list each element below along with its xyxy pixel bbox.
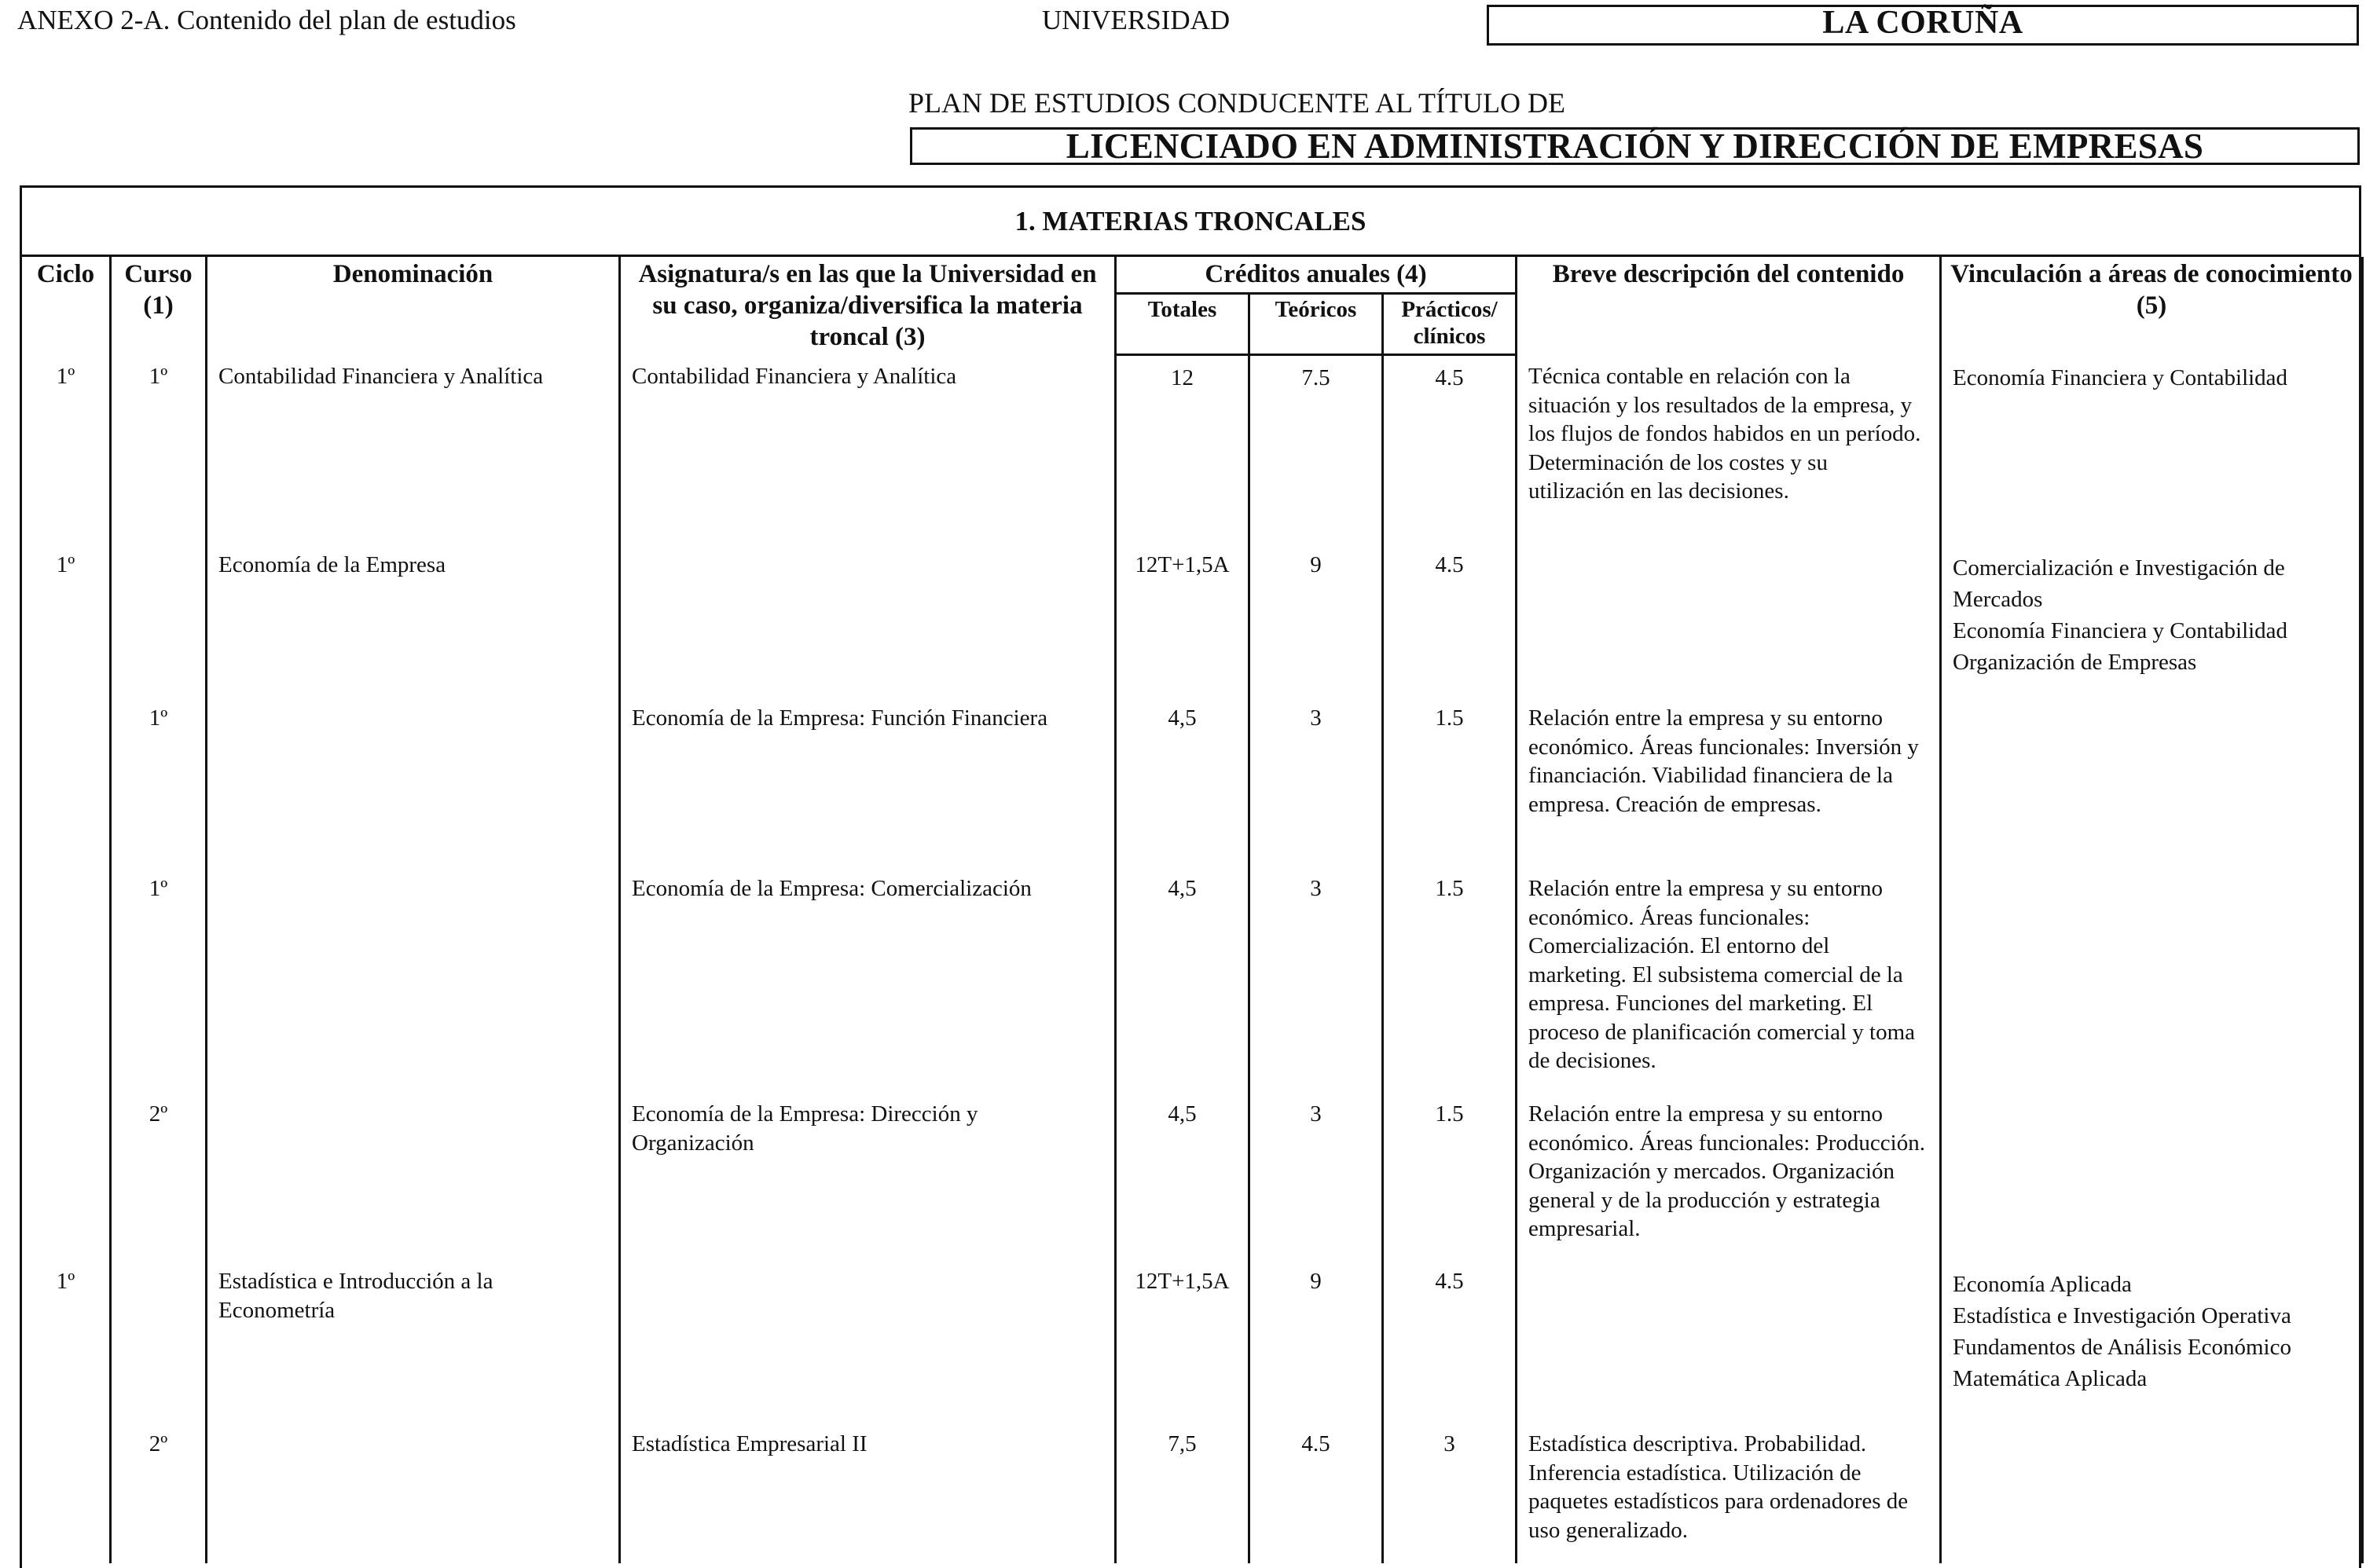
cell-totales: 12T+1,5A xyxy=(1116,1267,1249,1430)
col-header-curso: Curso (1) xyxy=(111,257,207,354)
cell-practicos: 4.5 xyxy=(1383,1267,1517,1430)
cell-areas xyxy=(1941,874,2363,1100)
cell-teoricos: 4.5 xyxy=(1249,1430,1383,1563)
cell-denominacion xyxy=(207,1430,620,1563)
degree-title: LICENCIADO EN ADMINISTRACIÓN Y DIRECCIÓN DE EMPRESAS xyxy=(1066,126,2204,166)
cell-totales: 4,5 xyxy=(1116,874,1249,1100)
area-item: Estadística e Investigación Operativa xyxy=(1953,1303,2291,1328)
cell-teoricos: 3 xyxy=(1249,704,1383,874)
cell-asignatura: Economía de la Empresa: Función Financiera xyxy=(620,704,1116,874)
cell-denominacion: Contabilidad Financiera y Analítica xyxy=(207,354,620,551)
area-item: Organización de Empresas xyxy=(1953,650,2197,675)
cell-areas xyxy=(1941,1430,2363,1563)
area-item: Fundamentos de Análisis Económico xyxy=(1953,1335,2291,1360)
cell-ciclo xyxy=(21,1430,111,1563)
university-name: LA CORUÑA xyxy=(1822,5,2023,41)
cell-descripcion: Relación entre la empresa y su entorno económico. Áreas funcionales: Comercialización. El entorno del marketing. El subsistema comercial de la empresa. Funciones del marketing. El proceso de planificación comercial y toma de decisiones. xyxy=(1517,874,1941,1100)
university-name-box xyxy=(1487,5,2359,46)
cell-ciclo: 1º xyxy=(21,1267,111,1430)
cell-descripcion: Estadística descriptiva. Probabilidad. Inferencia estadística. Utilización de paquetes estadísticos para ordenadores de uso generalizado. xyxy=(1517,1430,1941,1563)
cell-asignatura: Economía de la Empresa: Dirección y Organización xyxy=(620,1100,1116,1267)
cell-curso xyxy=(111,1267,207,1430)
table-row xyxy=(21,1430,2363,1563)
table-row xyxy=(21,1267,2363,1430)
section-title: 1. MATERIAS TRONCALES xyxy=(20,185,2361,257)
annex-label: ANEXO 2-A. Contenido del plan de estudios xyxy=(17,5,516,35)
cell-asignatura: Estadística Empresarial II xyxy=(620,1430,1116,1563)
cell-denominacion: Estadística e Introducción a la Econometría xyxy=(207,1267,620,1430)
cell-ciclo: 1º xyxy=(21,551,111,704)
table-row xyxy=(21,551,2363,704)
cell-denominacion xyxy=(207,874,620,1100)
col-header-denominacion: Denominación xyxy=(207,257,620,354)
cell-areas xyxy=(1941,551,2363,704)
area-item: Economía Financiera y Contabilidad xyxy=(1953,365,2288,390)
cell-totales: 12T+1,5A xyxy=(1116,551,1249,704)
cell-descripcion: Técnica contable en relación con la situación y los resultados de la empresa, y los flujos de fondos habidos en un período. Determinación de los costes y su utilización en las decisiones. xyxy=(1517,354,1941,551)
cell-curso: 1º xyxy=(111,874,207,1100)
table-row xyxy=(21,354,2363,551)
area-item: Comercialización e Investigación de Mercados xyxy=(1953,555,2285,612)
cell-areas xyxy=(1941,1100,2363,1267)
subjects-table-body xyxy=(21,354,2363,1563)
cell-curso: 2º xyxy=(111,1430,207,1563)
cell-asignatura xyxy=(620,1267,1116,1430)
area-item: Economía Aplicada xyxy=(1953,1272,2132,1297)
university-label: UNIVERSIDAD xyxy=(1042,5,1231,35)
cell-asignatura xyxy=(620,551,1116,704)
cell-practicos: 4.5 xyxy=(1383,354,1517,551)
cell-practicos: 1.5 xyxy=(1383,1100,1517,1267)
col-header-teoricos: Teóricos xyxy=(1249,294,1383,354)
cell-totales: 7,5 xyxy=(1116,1430,1249,1563)
col-header-creditos: Créditos anuales (4) xyxy=(1116,257,1517,294)
cell-ciclo xyxy=(21,874,111,1100)
cell-totales: 4,5 xyxy=(1116,704,1249,874)
cell-areas xyxy=(1941,704,2363,874)
cell-descripcion: Relación entre la empresa y su entorno económico. Áreas funcionales: Inversión y financiación. Viabilidad financiera de la empresa. Creación de empresas. xyxy=(1517,704,1941,874)
cell-ciclo xyxy=(21,704,111,874)
subjects-table xyxy=(20,257,2364,1563)
cell-totales: 12 xyxy=(1116,354,1249,551)
cell-totales: 4,5 xyxy=(1116,1100,1249,1267)
cell-teoricos: 3 xyxy=(1249,1100,1383,1267)
cell-curso xyxy=(111,551,207,704)
cell-curso: 1º xyxy=(111,704,207,874)
cell-curso: 1º xyxy=(111,354,207,551)
cell-denominacion xyxy=(207,704,620,874)
cell-descripcion xyxy=(1517,551,1941,704)
cell-areas xyxy=(1941,354,2363,551)
col-header-vinculacion: Vinculación a áreas de conocimiento (5) xyxy=(1941,257,2363,354)
area-item: Matemática Aplicada xyxy=(1953,1366,2148,1391)
table-row xyxy=(21,704,2363,874)
cell-practicos: 4.5 xyxy=(1383,551,1517,704)
cell-practicos: 1.5 xyxy=(1383,874,1517,1100)
cell-practicos: 3 xyxy=(1383,1430,1517,1563)
table-row xyxy=(21,1100,2363,1267)
col-header-descripcion: Breve descripción del contenido xyxy=(1517,257,1941,354)
cell-teoricos: 9 xyxy=(1249,551,1383,704)
degree-title-box xyxy=(910,127,2360,165)
cell-practicos: 1.5 xyxy=(1383,704,1517,874)
cell-curso: 2º xyxy=(111,1100,207,1267)
area-item: Economía Financiera y Contabilidad xyxy=(1953,618,2288,643)
cell-teoricos: 7.5 xyxy=(1249,354,1383,551)
cell-teoricos: 3 xyxy=(1249,874,1383,1100)
cell-asignatura: Economía de la Empresa: Comercialización xyxy=(620,874,1116,1100)
cell-asignatura: Contabilidad Financiera y Analítica xyxy=(620,354,1116,551)
cell-ciclo: 1º xyxy=(21,354,111,551)
plan-heading: PLAN DE ESTUDIOS CONDUCENTE AL TÍTULO DE xyxy=(908,87,1565,119)
cell-descripcion: Relación entre la empresa y su entorno económico. Áreas funcionales: Producción. Organización y mercados. Organización general y de la producción y estrategia empresarial. xyxy=(1517,1100,1941,1267)
table-row xyxy=(21,874,2363,1100)
col-header-asignatura: Asignatura/s en las que la Universidad en su caso, organiza/diversifica la materia troncal (3) xyxy=(620,257,1116,354)
cell-denominacion: Economía de la Empresa xyxy=(207,551,620,704)
cell-ciclo xyxy=(21,1100,111,1267)
col-header-practicos: Prácticos/ clínicos xyxy=(1383,294,1517,354)
col-header-totales: Totales xyxy=(1116,294,1249,354)
cell-denominacion xyxy=(207,1100,620,1267)
cell-descripcion xyxy=(1517,1267,1941,1430)
col-header-ciclo: Ciclo xyxy=(21,257,111,354)
cell-areas xyxy=(1941,1267,2363,1430)
cell-teoricos: 9 xyxy=(1249,1267,1383,1430)
